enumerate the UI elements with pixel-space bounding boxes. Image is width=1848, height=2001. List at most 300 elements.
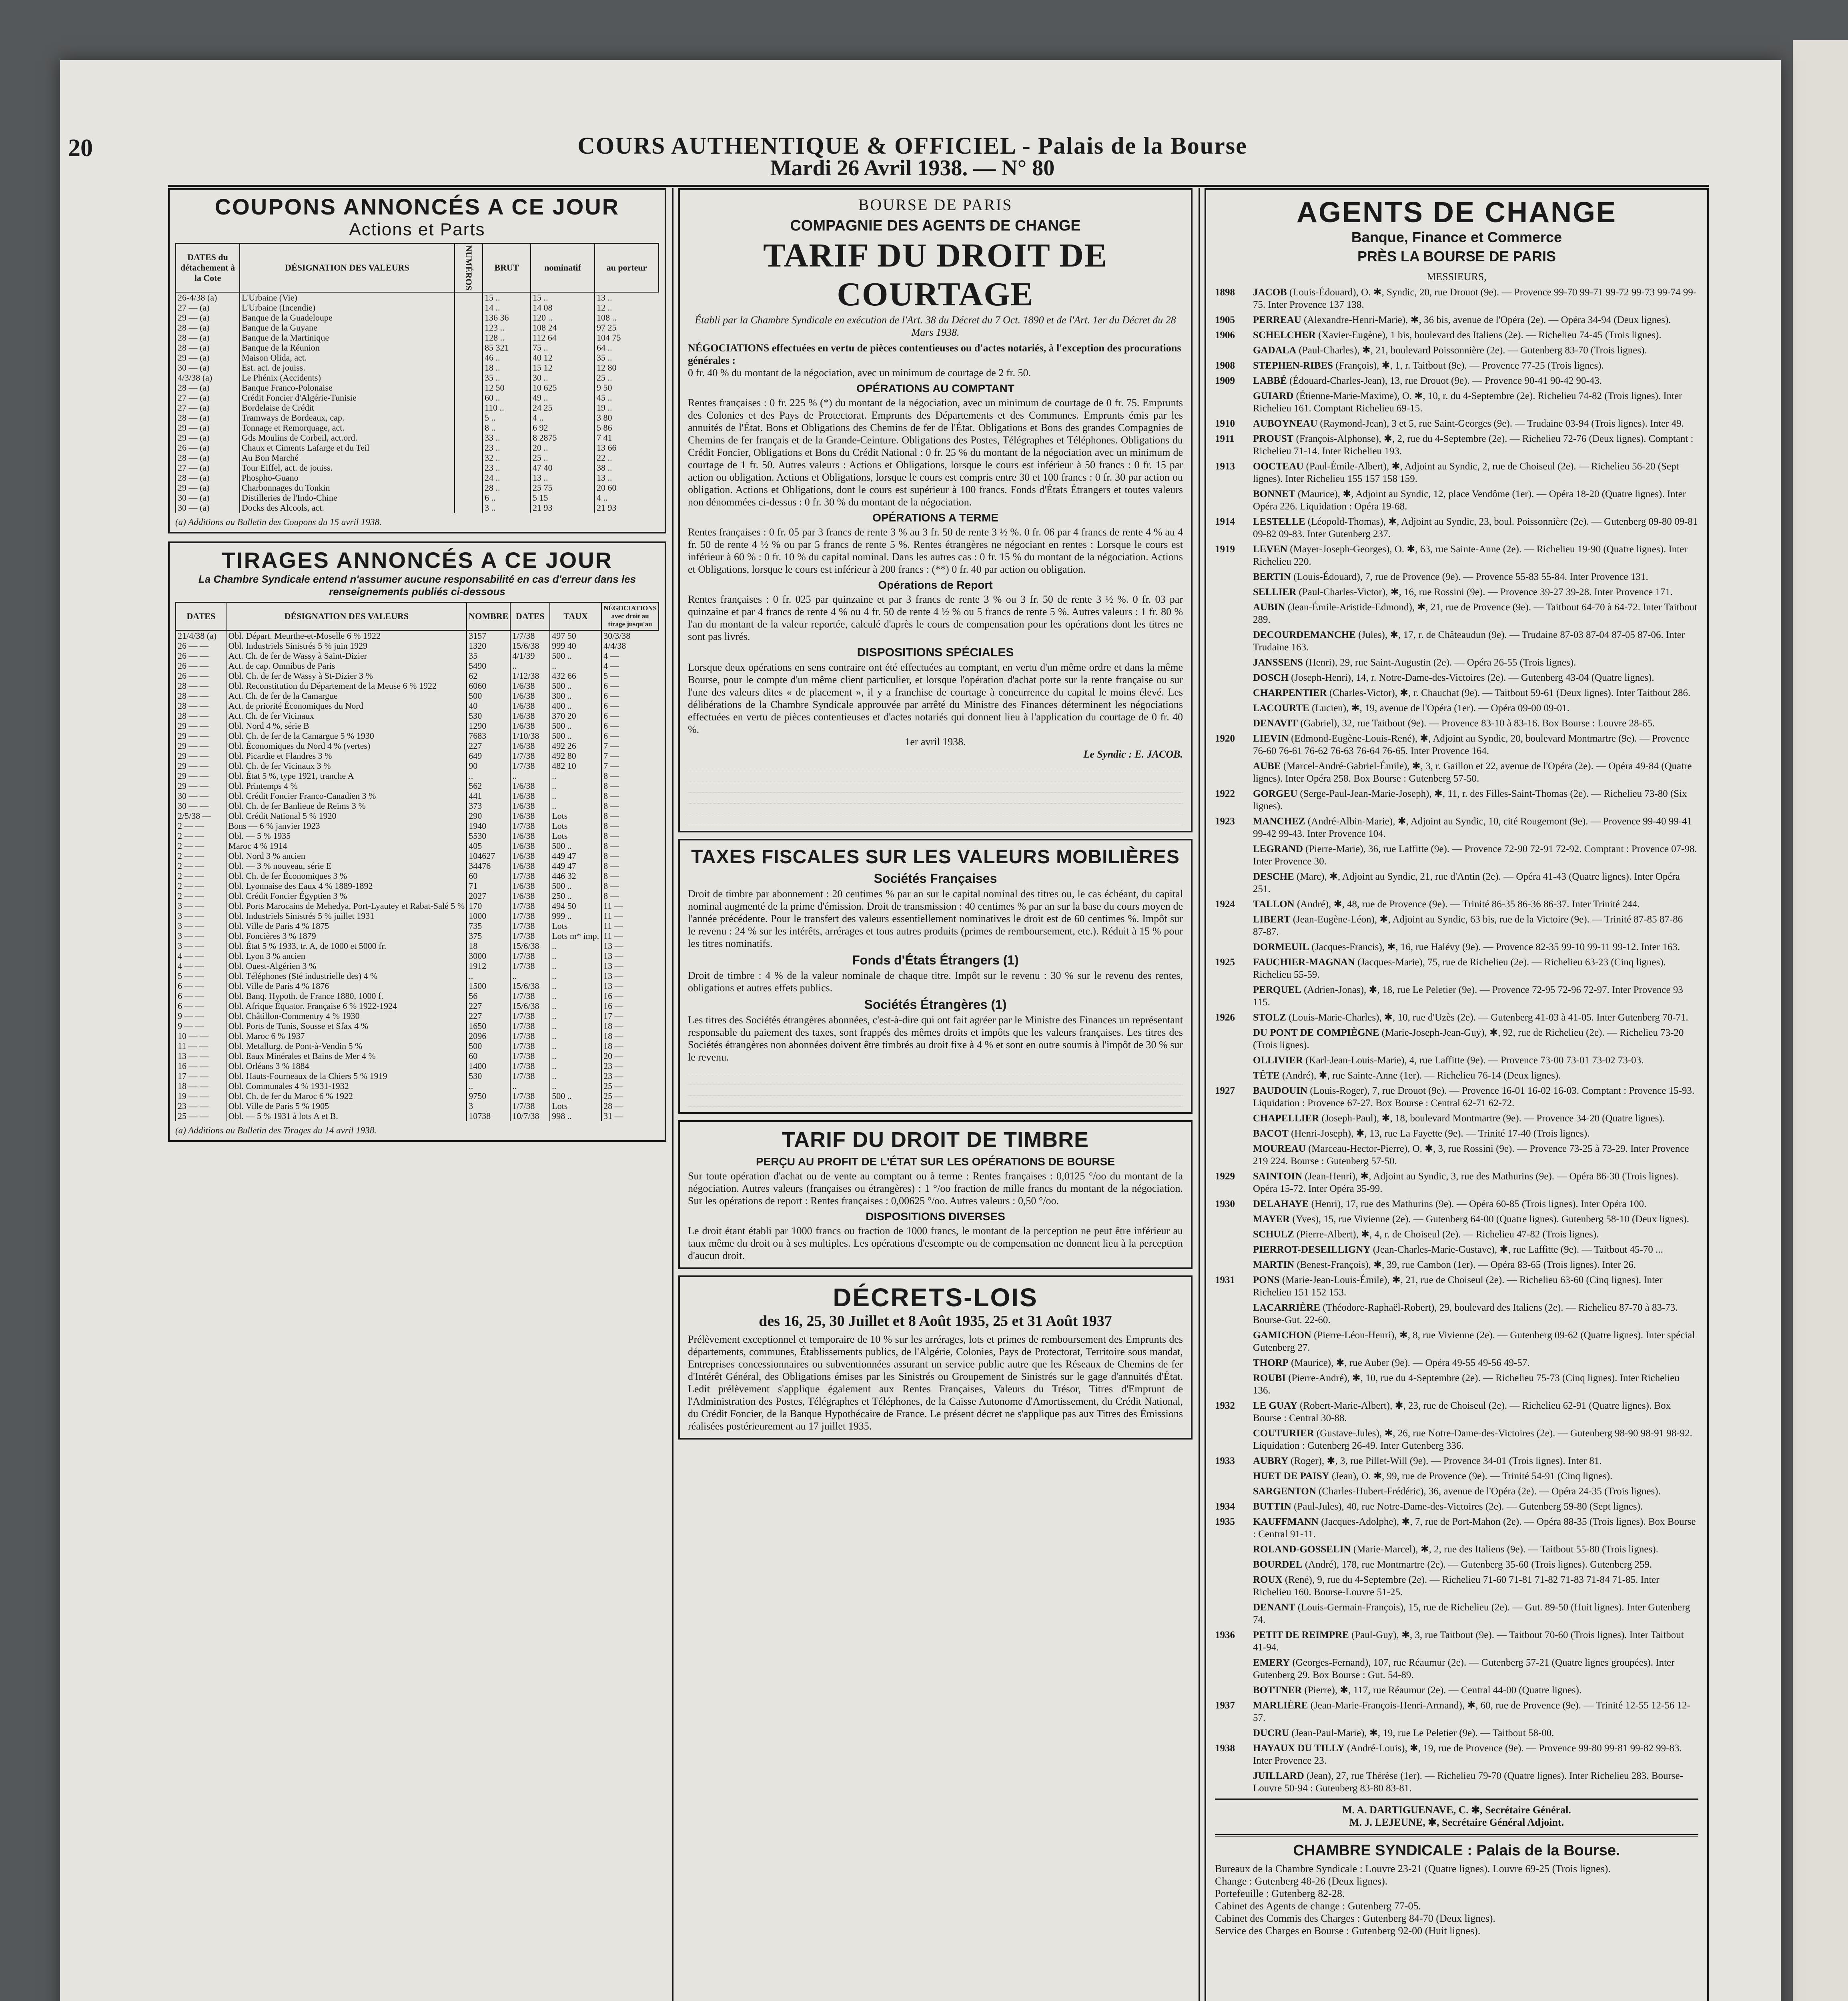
agent-body bbox=[1253, 433, 1698, 457]
tirage-cell: 1/7/38 bbox=[510, 761, 550, 771]
tirage-cell: 31 — bbox=[601, 1111, 659, 1121]
tirage-cell: 16 — bbox=[601, 1001, 659, 1011]
tirage-row bbox=[176, 731, 659, 741]
agent-entry bbox=[1215, 870, 1698, 895]
coupon-row bbox=[176, 443, 659, 453]
coupon-cell: L'Urbaine (Vie) bbox=[240, 292, 455, 303]
tirage-cell: 26 — — bbox=[176, 651, 226, 661]
tirage-cell: 400 .. bbox=[550, 701, 601, 711]
secretary-general: M. A. DARTIGUENAVE, C. ✱, Secrétaire Général. bbox=[1342, 1804, 1571, 1816]
coupon-cell: 29 — (a) bbox=[176, 483, 240, 493]
coupon-cell bbox=[455, 383, 483, 393]
coupon-cell: Charbonnages du Tonkin bbox=[240, 483, 455, 493]
agent-details: (Jacques-Adolphe), ✱, 7, rue de Port-Mahon (2e). — Opéra 88-35 (Trois lignes). Box Bourse : Central 91-11. bbox=[1253, 1516, 1696, 1540]
terme-title: OPÉRATIONS A TERME bbox=[872, 511, 998, 524]
column-rule-2 bbox=[1199, 188, 1200, 2001]
agent-body bbox=[1253, 390, 1698, 415]
tirage-row bbox=[176, 651, 659, 661]
agent-details: (Pierre-Léon-Henri), ✱, 8, rue Vivienne (2e). — Gutenberg 09-62 (Quatre lignes). Inter spécial Gutenberg 27. bbox=[1253, 1330, 1695, 1353]
tirage-cell: .. bbox=[550, 1071, 601, 1081]
tirage-cell: Lots bbox=[550, 1101, 601, 1111]
agent-entry bbox=[1215, 433, 1698, 457]
tirage-cell: 4 — bbox=[601, 661, 659, 671]
agent-year: 1914 bbox=[1215, 516, 1235, 527]
agent-year bbox=[1215, 1259, 1253, 1271]
tirage-cell: 449 47 bbox=[550, 851, 601, 861]
tirage-cell: 6 — — bbox=[176, 1001, 226, 1011]
agent-entry bbox=[1215, 1112, 1698, 1125]
tirage-cell: Lots bbox=[550, 821, 601, 831]
tirage-row bbox=[176, 741, 659, 751]
agent-entry bbox=[1215, 375, 1698, 387]
tirage-cell: Obl. Crédit National 5 % 1920 bbox=[226, 811, 467, 821]
tirage-cell: 29 — — bbox=[176, 761, 226, 771]
agent-entry bbox=[1215, 1054, 1698, 1067]
coupon-cell: 35 .. bbox=[595, 353, 659, 363]
agent-year bbox=[1215, 1770, 1253, 1794]
chambre-line: Cabinet des Agents de change : Gutenberg 77-05. bbox=[1215, 1900, 1421, 1912]
tirage-cell: Obl. Ch. de fer Économiques 3 % bbox=[226, 871, 467, 881]
agent-details: (André), 178, rue Montmartre (2e). — Gutenberg 35-60 (Trois lignes). Gutenberg 259. bbox=[1305, 1559, 1652, 1570]
agent-year bbox=[1215, 687, 1253, 699]
coupon-cell: 136 36 bbox=[483, 313, 531, 323]
coupon-cell: 123 .. bbox=[483, 323, 531, 333]
courtage-section bbox=[678, 188, 1193, 832]
coupon-row bbox=[176, 353, 659, 363]
tirage-row bbox=[176, 851, 659, 861]
coupon-cell: 3 .. bbox=[483, 503, 531, 513]
tirage-cell: 10738 bbox=[467, 1111, 510, 1121]
agent-name: COUTURIER bbox=[1253, 1428, 1314, 1439]
coupon-cell: 4 .. bbox=[531, 413, 595, 423]
tirage-cell: 1/10/38 bbox=[510, 731, 550, 741]
chambre-line: Cabinet des Commis des Charges : Gutenberg 84-70 (Deux lignes). bbox=[1215, 1913, 1495, 1924]
agent-body bbox=[1253, 375, 1602, 387]
tirage-cell: 500 bbox=[467, 1041, 510, 1051]
tirage-cell: Obl. Ville de Paris 4 % 1875 bbox=[226, 921, 467, 931]
agent-entry bbox=[1215, 1601, 1698, 1626]
tirage-cell: Obl. État 5 % 1933, tr. A, de 1000 et 5000 fr. bbox=[226, 941, 467, 951]
tirage-cell: 8 — bbox=[601, 801, 659, 811]
tirage-cell: 8 — bbox=[601, 881, 659, 891]
tirage-cell: Obl. Départ. Meurthe-et-Moselle 6 % 1922 bbox=[226, 630, 467, 641]
agent-year bbox=[1215, 760, 1253, 785]
coupon-cell bbox=[455, 393, 483, 403]
agents-divider bbox=[1215, 1798, 1698, 1800]
tirage-cell: 3000 bbox=[467, 951, 510, 961]
tirage-cell: 290 bbox=[467, 811, 510, 821]
agent-name: TALLON bbox=[1253, 899, 1295, 910]
tirage-cell: 449 47 bbox=[550, 861, 601, 871]
tirage-cell: 492 80 bbox=[550, 751, 601, 761]
coupon-cell: 6 .. bbox=[483, 493, 531, 503]
agent-entry bbox=[1215, 1027, 1698, 1051]
agent-body bbox=[1253, 843, 1698, 868]
tirage-row bbox=[176, 971, 659, 981]
tirage-cell: 20 — bbox=[601, 1051, 659, 1061]
agent-details: (Jacques-Marie), 75, rue de Richelieu (2e). — Richelieu 63-23 (Cinq lignes). Richelieu 55-59. bbox=[1253, 957, 1666, 980]
agent-body bbox=[1253, 543, 1698, 568]
agent-entry bbox=[1215, 1427, 1698, 1452]
agent-year bbox=[1215, 1143, 1253, 1167]
agent-entry bbox=[1215, 1742, 1698, 1767]
tirage-cell: 10 — — bbox=[176, 1031, 226, 1041]
tirage-cell: Obl. Reconstitution du Département de la Meuse 6 % 1922 bbox=[226, 681, 467, 691]
coupons-title: COUPONS ANNONCÉS A CE JOUR bbox=[214, 194, 620, 219]
tirage-cell: 8 — bbox=[601, 831, 659, 841]
agent-body bbox=[1253, 1329, 1698, 1354]
agent-details: (Pierre-Albert), ✱, 4, r. de Choiseul (2e). — Richelieu 47-82 (Trois lignes). bbox=[1297, 1229, 1599, 1240]
agent-body bbox=[1253, 1357, 1530, 1369]
agent-entry bbox=[1215, 488, 1698, 513]
agent-entry bbox=[1215, 1574, 1698, 1598]
agent-name: DOSCH bbox=[1253, 672, 1289, 683]
tirage-cell: 500 .. bbox=[550, 1091, 601, 1101]
tirage-cell: 28 — — bbox=[176, 691, 226, 701]
agent-name: AUBRY bbox=[1253, 1456, 1289, 1466]
tirage-cell: 2 — — bbox=[176, 821, 226, 831]
coupon-cell: 28 — (a) bbox=[176, 413, 240, 423]
tirage-cell: 446 32 bbox=[550, 871, 601, 881]
agent-year bbox=[1215, 390, 1253, 415]
coupons-section bbox=[168, 188, 666, 533]
tirage-cell: 2 — — bbox=[176, 841, 226, 851]
coupon-cell: 12 50 bbox=[483, 383, 531, 393]
coupons-subtitle: Actions et Parts bbox=[349, 220, 485, 239]
agent-details: (Maurice), ✱, rue Auber (9e). — Opéra 49-55 49-56 49-57. bbox=[1291, 1357, 1530, 1368]
tirage-cell: 25 — — bbox=[176, 1111, 226, 1121]
tirage-cell: 7 — bbox=[601, 741, 659, 751]
agent-details: (Xavier-Eugène), 1 bis, boulevard des Italiens (2e). — Richelieu 74-45 (Trois lignes). bbox=[1318, 330, 1662, 341]
chambre-list bbox=[1215, 1863, 1698, 1937]
agent-year: 1938 bbox=[1215, 1743, 1235, 1754]
tirage-cell: Obl. Ouest-Algérien 3 % bbox=[226, 961, 467, 971]
tirage-cell: 7 — bbox=[601, 751, 659, 761]
tirage-cell: 26 — — bbox=[176, 641, 226, 651]
agent-entry bbox=[1215, 1500, 1698, 1513]
agent-entry bbox=[1215, 732, 1698, 757]
agent-details: (Jean), O. ✱, 99, rue de Provence (9e). — Trinité 54-91 (Cinq lignes). bbox=[1332, 1471, 1613, 1482]
coupon-cell: 32 .. bbox=[483, 453, 531, 463]
tirage-cell: 5 — bbox=[601, 671, 659, 681]
tirage-cell: 1/7/38 bbox=[510, 821, 550, 831]
agent-name: BACOT bbox=[1253, 1128, 1289, 1139]
tirage-cell: 6 — — bbox=[176, 981, 226, 991]
timbre-section bbox=[678, 1120, 1193, 1269]
agent-name: DELAHAYE bbox=[1253, 1199, 1309, 1209]
agent-details: (Jean-Henri), ✱, Adjoint au Syndic, 3, rue des Mathurins (9e). — Opéra 86-30 (Trois lignes). Opéra 15-72. Inter Opéra 35-99. bbox=[1253, 1171, 1679, 1194]
comptant-text: Rentes françaises : 0 fr. 225 % (*) du montant de la négociation, avec un minimum de courtage de 0 fr. 75. Emprunts des Colonies et des Pays de Protectorat. Emprunts des Départements et des Communes. Emprunts émis par les annuités de l'État. Bons et Obligations des Chemins de fer de l'État. Obligations et Bons des grandes Compagnies de Chemins de fer français et de la Grande-Ceinture. Obligations des Postes, Télégraphes et Téléphones. Obligations du Crédit Foncier, Obligations et Bons du Crédit National : 0 fr. 25 % du montant de la négociation avec un minimum de courtage de 1 fr. 50. Autres valeurs : Actions et Obligations, lorsque le cours est inférieur à 50 francs : 0 fr. 15 par action ou obligation. Actions et Obligations, lorsque le cours est compris entre 30 et 100 francs : 0 fr. 30 par action ou obligation. Actions et Obligations, dont le cours est supérieur à 100 francs. Fonds d'États Étrangers et toutes valeurs non dénommées ci-dessus : 0 fr. 30 % du montant de la négociation. bbox=[688, 397, 1183, 508]
tirage-cell: 30/3/38 bbox=[601, 630, 659, 641]
tirage-cell: 1/7/38 bbox=[510, 1041, 550, 1051]
tirage-cell: 1/6/38 bbox=[510, 851, 550, 861]
agent-year: 1933 bbox=[1215, 1456, 1235, 1466]
coupon-cell: 21 93 bbox=[595, 503, 659, 513]
tirage-cell: 649 bbox=[467, 751, 510, 761]
agent-entry bbox=[1215, 1372, 1698, 1397]
tirage-cell: 6 — — bbox=[176, 991, 226, 1001]
tirage-cell: 1/6/38 bbox=[510, 691, 550, 701]
agent-name: THORP bbox=[1253, 1357, 1289, 1368]
agent-body bbox=[1253, 515, 1698, 540]
coupon-cell: 30 — (a) bbox=[176, 503, 240, 513]
coupons-col-brut: BRUT bbox=[483, 243, 531, 292]
agent-body bbox=[1253, 1085, 1698, 1109]
agent-year bbox=[1215, 1543, 1253, 1556]
agent-name: LE GUAY bbox=[1253, 1400, 1297, 1411]
coupon-cell bbox=[455, 503, 483, 513]
tirage-cell: 1/7/38 bbox=[510, 751, 550, 761]
coupon-cell: 20 .. bbox=[531, 443, 595, 453]
agent-details: (André-Louis), ✱, 19, rue de Provence (9e). — Provence 99-80 99-81 99-82 99-83. Inter Provence 23. bbox=[1253, 1743, 1682, 1766]
coupon-cell: 108 24 bbox=[531, 323, 595, 333]
coupon-cell: 29 — (a) bbox=[176, 313, 240, 323]
agent-entry bbox=[1215, 515, 1698, 540]
tirage-cell: 9750 bbox=[467, 1091, 510, 1101]
coupon-cell: 13 .. bbox=[531, 473, 595, 483]
agent-details: (Roger), ✱, 3, rue Pillet-Will (9e). — Provence 34-01 (Trois lignes). Inter 81. bbox=[1291, 1456, 1602, 1466]
coupon-cell: 24 .. bbox=[483, 473, 531, 483]
tirage-cell: 1/7/38 bbox=[510, 961, 550, 971]
agent-year bbox=[1215, 1213, 1253, 1225]
tirage-cell: .. bbox=[550, 1001, 601, 1011]
agent-entry bbox=[1215, 543, 1698, 568]
coupon-cell: Tonnage et Remorquage, act. bbox=[240, 423, 455, 433]
tirage-cell: Lots bbox=[550, 921, 601, 931]
tirage-cell: 17 — bbox=[601, 1011, 659, 1021]
coupon-cell: 5 15 bbox=[531, 493, 595, 503]
agent-details: (Théodore-Raphaël-Robert), 29, boulevard des Italiens (2e). — Richelieu 87-70 à 83-73. Bourse-Gut. 22-60. bbox=[1253, 1302, 1678, 1325]
agent-year bbox=[1215, 1127, 1253, 1140]
agent-year: 1929 bbox=[1215, 1171, 1235, 1182]
agent-year: 1910 bbox=[1215, 418, 1235, 429]
tirage-cell: 492 26 bbox=[550, 741, 601, 751]
agent-year bbox=[1215, 586, 1253, 598]
agent-body bbox=[1253, 870, 1698, 895]
tirage-cell: 17 — — bbox=[176, 1071, 226, 1081]
tirage-cell: .. bbox=[550, 791, 601, 801]
agent-entry bbox=[1215, 586, 1698, 598]
coupon-cell: 26 — (a) bbox=[176, 443, 240, 453]
agent-name: LIBERT bbox=[1253, 914, 1291, 925]
tirage-cell: 28 — — bbox=[176, 681, 226, 691]
tirage-row bbox=[176, 681, 659, 691]
tirage-row bbox=[176, 811, 659, 821]
agent-entry bbox=[1215, 1485, 1698, 1498]
tirage-cell: 3 — — bbox=[176, 911, 226, 921]
coupon-cell: 128 .. bbox=[483, 333, 531, 343]
tirage-cell: 19 — — bbox=[176, 1091, 226, 1101]
tirage-cell: 1/7/38 bbox=[510, 1101, 550, 1111]
tirage-cell: 500 .. bbox=[550, 731, 601, 741]
agent-entry bbox=[1215, 956, 1698, 981]
timbre-title: TARIF DU DROIT DE TIMBRE bbox=[782, 1128, 1089, 1152]
coupon-cell: 12 80 bbox=[595, 363, 659, 373]
agent-entry bbox=[1215, 629, 1698, 654]
tirage-cell: 8 — bbox=[601, 791, 659, 801]
tirage-cell: 5490 bbox=[467, 661, 510, 671]
tirage-row bbox=[176, 1071, 659, 1081]
agent-body bbox=[1253, 941, 1680, 953]
dispositions-title: DISPOSITIONS SPÉCIALES bbox=[857, 646, 1014, 659]
tirage-cell: 1650 bbox=[467, 1021, 510, 1031]
coupon-cell: 12 .. bbox=[595, 303, 659, 313]
tirage-cell: Obl. Orléans 3 % 1884 bbox=[226, 1061, 467, 1071]
coupon-cell: Docks des Alcools, act. bbox=[240, 503, 455, 513]
tirage-cell: 2 — — bbox=[176, 831, 226, 841]
tirage-row bbox=[176, 981, 659, 991]
tirage-cell: 1/7/38 bbox=[510, 1061, 550, 1071]
tirage-cell: 370 20 bbox=[550, 711, 601, 721]
tirages-col-dates: DATES bbox=[176, 602, 226, 630]
tirage-cell: .. bbox=[550, 941, 601, 951]
tirage-row bbox=[176, 761, 659, 771]
coupon-cell: 23 .. bbox=[483, 443, 531, 453]
coupons-col-designation: DÉSIGNATION DES VALEURS bbox=[240, 243, 455, 292]
agent-name: OLLIVIER bbox=[1253, 1055, 1303, 1066]
agent-details: (André), ✱, 48, rue de Provence (9e). — Trinité 86-35 86-36 86-37. Inter Trinité 244. bbox=[1297, 899, 1640, 910]
tirage-cell: 71 bbox=[467, 881, 510, 891]
tirages-table bbox=[175, 602, 659, 1121]
agent-name: EMERY bbox=[1253, 1657, 1290, 1668]
tirages-col-nombre: NOMBRE bbox=[467, 602, 510, 630]
tirage-row bbox=[176, 721, 659, 731]
coupon-row bbox=[176, 493, 659, 503]
tirage-cell: 3 — — bbox=[176, 941, 226, 951]
agent-body bbox=[1253, 1485, 1661, 1498]
agent-year bbox=[1215, 1228, 1253, 1241]
tirage-cell: Obl. Metallurg. de Pont-à-Vendin 5 % bbox=[226, 1041, 467, 1051]
coupon-cell bbox=[455, 373, 483, 383]
agent-body bbox=[1253, 1558, 1652, 1571]
agent-name: PROUST bbox=[1253, 433, 1294, 444]
tirage-cell: 2027 bbox=[467, 891, 510, 901]
agent-body bbox=[1253, 329, 1662, 341]
coupon-cell: 5 86 bbox=[595, 423, 659, 433]
tirage-cell: 3157 bbox=[467, 630, 510, 641]
tirage-cell: 18 — bbox=[601, 1041, 659, 1051]
tirage-cell: .. bbox=[550, 801, 601, 811]
tirage-cell: 90 bbox=[467, 761, 510, 771]
agent-entry bbox=[1215, 1228, 1698, 1241]
coupon-cell: 120 .. bbox=[531, 313, 595, 323]
tirage-row bbox=[176, 1111, 659, 1121]
tirages-notice: La Chambre Syndicale entend n'assumer aucune responsabilité en cas d'erreur dans les renseignements publiés ci-dessous bbox=[198, 573, 636, 598]
agents-messieurs: MESSIEURS, bbox=[1427, 271, 1487, 283]
agent-name: FAUCHIER-MAGNAN bbox=[1253, 957, 1355, 968]
page-number: 20 bbox=[68, 134, 93, 162]
agent-name: PIERROT-DESEILLIGNY bbox=[1253, 1244, 1371, 1255]
coupons-rows bbox=[176, 292, 659, 513]
tirage-cell: Obl. Nord 3 % ancien bbox=[226, 851, 467, 861]
agent-body bbox=[1253, 1399, 1698, 1424]
coupon-cell: 8 2875 bbox=[531, 433, 595, 443]
coupon-row bbox=[176, 423, 659, 433]
coupon-cell: 29 — (a) bbox=[176, 433, 240, 443]
agent-body bbox=[1253, 717, 1655, 730]
tirage-cell: 6 — bbox=[601, 721, 659, 731]
agent-details: (Edmond-Eugène-Louis-René), ✱, Adjoint au Syndic, 20, boulevard Montmartre (9e). — Provence 76-60 76-61 76-62 76-63 76-64 76-65. Inter Provence 164. bbox=[1253, 733, 1690, 756]
tirage-cell: 1000 bbox=[467, 911, 510, 921]
agent-name: LABBÉ bbox=[1253, 375, 1287, 386]
agent-details: (Joseph-Paul), ✱, 18, boulevard Montmartre (9e). — Provence 34-20 (Quatre lignes). bbox=[1321, 1113, 1665, 1124]
tirage-row bbox=[176, 921, 659, 931]
agent-year: 1911 bbox=[1215, 433, 1235, 444]
tirage-cell: 1/7/38 bbox=[510, 871, 550, 881]
tirage-cell: Maroc 4 % 1914 bbox=[226, 841, 467, 851]
tirage-cell: 8 — bbox=[601, 841, 659, 851]
agent-entry bbox=[1215, 1143, 1698, 1167]
tirage-cell: .. bbox=[550, 981, 601, 991]
agent-body bbox=[1253, 1516, 1698, 1540]
tirage-cell: 23 — — bbox=[176, 1101, 226, 1111]
coupon-cell bbox=[455, 413, 483, 423]
agent-body bbox=[1253, 1699, 1698, 1724]
tirage-cell: Obl. Maroc 6 % 1937 bbox=[226, 1031, 467, 1041]
decrets-text: Prélèvement exceptionnel et temporaire de 10 % sur les arrérages, lots et primes de remboursement des Emprunts des départements, communes, Établissements publics, de l'Algérie, Colonies, Pays de Protectorat, Territoire sous mandat, Entreprises concessionnaires ou subventionnées assurant un service public autre que les Réseaux de Chemins de fer d'Intérêt Général, des Obligations émises par les Sinistrés ou Groupement de Sinistrés sur le gage d'annuités d'État. Ledit prélèvement s'applique également aux Rentes Françaises, Valeurs du Trésor, Titres d'Emprunt de l'Administration des Postes, Télégraphes et Téléphones, de la Caisse Autonome d'Amortissement, du Crédit National, du Crédit Foncier, de la Banque Hypothécaire de France. Le présent décret ne s'applique pas aux Titres des Émissions réalisées postérieurement au 17 juillet 1935. bbox=[688, 1333, 1183, 1432]
agent-entry bbox=[1215, 815, 1698, 840]
coupon-row bbox=[176, 292, 659, 303]
tirage-cell: 1/6/38 bbox=[510, 891, 550, 901]
agent-details: (Jean-Paul-Marie), ✱, 19, rue Le Peletier (9e). — Taitbout 58-00. bbox=[1291, 1728, 1554, 1738]
agent-body bbox=[1253, 1112, 1665, 1125]
agent-year bbox=[1215, 1656, 1253, 1681]
agent-name: JUILLARD bbox=[1253, 1770, 1304, 1781]
tirage-row bbox=[176, 911, 659, 921]
agent-details: (Marc), ✱, Adjoint au Syndic, 21, rue d'Antin (2e). — Opéra 41-43 (Quatre lignes). Inter Opéra 251. bbox=[1253, 871, 1680, 894]
agent-year bbox=[1215, 488, 1253, 513]
tirages-col-taux: TAUX bbox=[550, 602, 601, 630]
agent-year bbox=[1215, 571, 1253, 583]
tirage-cell: Lots bbox=[550, 831, 601, 841]
column-coupons-tirages bbox=[168, 188, 666, 2001]
tirages-note: (a) Additions au Bulletin des Tirages du 14 avril 1938. bbox=[175, 1125, 377, 1136]
tirage-cell: Obl. Banq. Hypoth. de France 1880, 1000 f. bbox=[226, 991, 467, 1001]
agent-entry bbox=[1215, 1170, 1698, 1195]
agent-body bbox=[1253, 1301, 1698, 1326]
agent-year bbox=[1215, 672, 1253, 684]
agent-details: (Mayer-Joseph-Georges), O. ✱, 63, rue Sainte-Anne (2e). — Richelieu 19-90 (Quatre lignes). Inter Richelieu 220. bbox=[1253, 544, 1688, 567]
tirage-cell: 29 — — bbox=[176, 771, 226, 781]
agent-body bbox=[1253, 1170, 1698, 1195]
tirage-row bbox=[176, 711, 659, 721]
agent-details: (Adrien-Jonas), ✱, 18, rue Le Peletier (9e). — Provence 72-95 72-96 72-97. Inter Provence 93 115. bbox=[1253, 984, 1683, 1008]
chambre-divider bbox=[1215, 1834, 1698, 1837]
agent-body bbox=[1253, 286, 1698, 311]
agent-name: BONNET bbox=[1253, 489, 1295, 499]
agent-year bbox=[1215, 1027, 1253, 1051]
agent-body bbox=[1253, 1228, 1599, 1241]
coupons-col-dates: DATES du détachement à la Cote bbox=[176, 243, 240, 292]
tirage-cell: 16 — — bbox=[176, 1061, 226, 1071]
tirage-cell: 1/6/38 bbox=[510, 741, 550, 751]
agent-name: DUCRU bbox=[1253, 1728, 1289, 1738]
coupon-cell: 13 66 bbox=[595, 443, 659, 453]
coupon-cell bbox=[455, 443, 483, 453]
coupon-row bbox=[176, 383, 659, 393]
coupon-cell: Chaux et Ciments Lafarge et du Teil bbox=[240, 443, 455, 453]
agent-name: OOCTEAU bbox=[1253, 461, 1304, 472]
agent-details: (Pierre), ✱, 117, rue Réaumur (2e). — Central 44-00 (Quatre lignes). bbox=[1304, 1685, 1582, 1696]
agent-details: (Lucien), ✱, 19, avenue de l'Opéra (1er). — Opéra 09-00 09-01. bbox=[1312, 703, 1570, 714]
tirage-row bbox=[176, 1001, 659, 1011]
tirages-section bbox=[168, 541, 666, 1142]
coupon-cell: 8 .. bbox=[483, 423, 531, 433]
tirage-cell: 30 — — bbox=[176, 801, 226, 811]
tirage-cell: 1/7/38 bbox=[510, 951, 550, 961]
tirage-cell: Obl. Ch. de fer de la Camargue 5 % 1930 bbox=[226, 731, 467, 741]
agent-body bbox=[1253, 460, 1698, 485]
